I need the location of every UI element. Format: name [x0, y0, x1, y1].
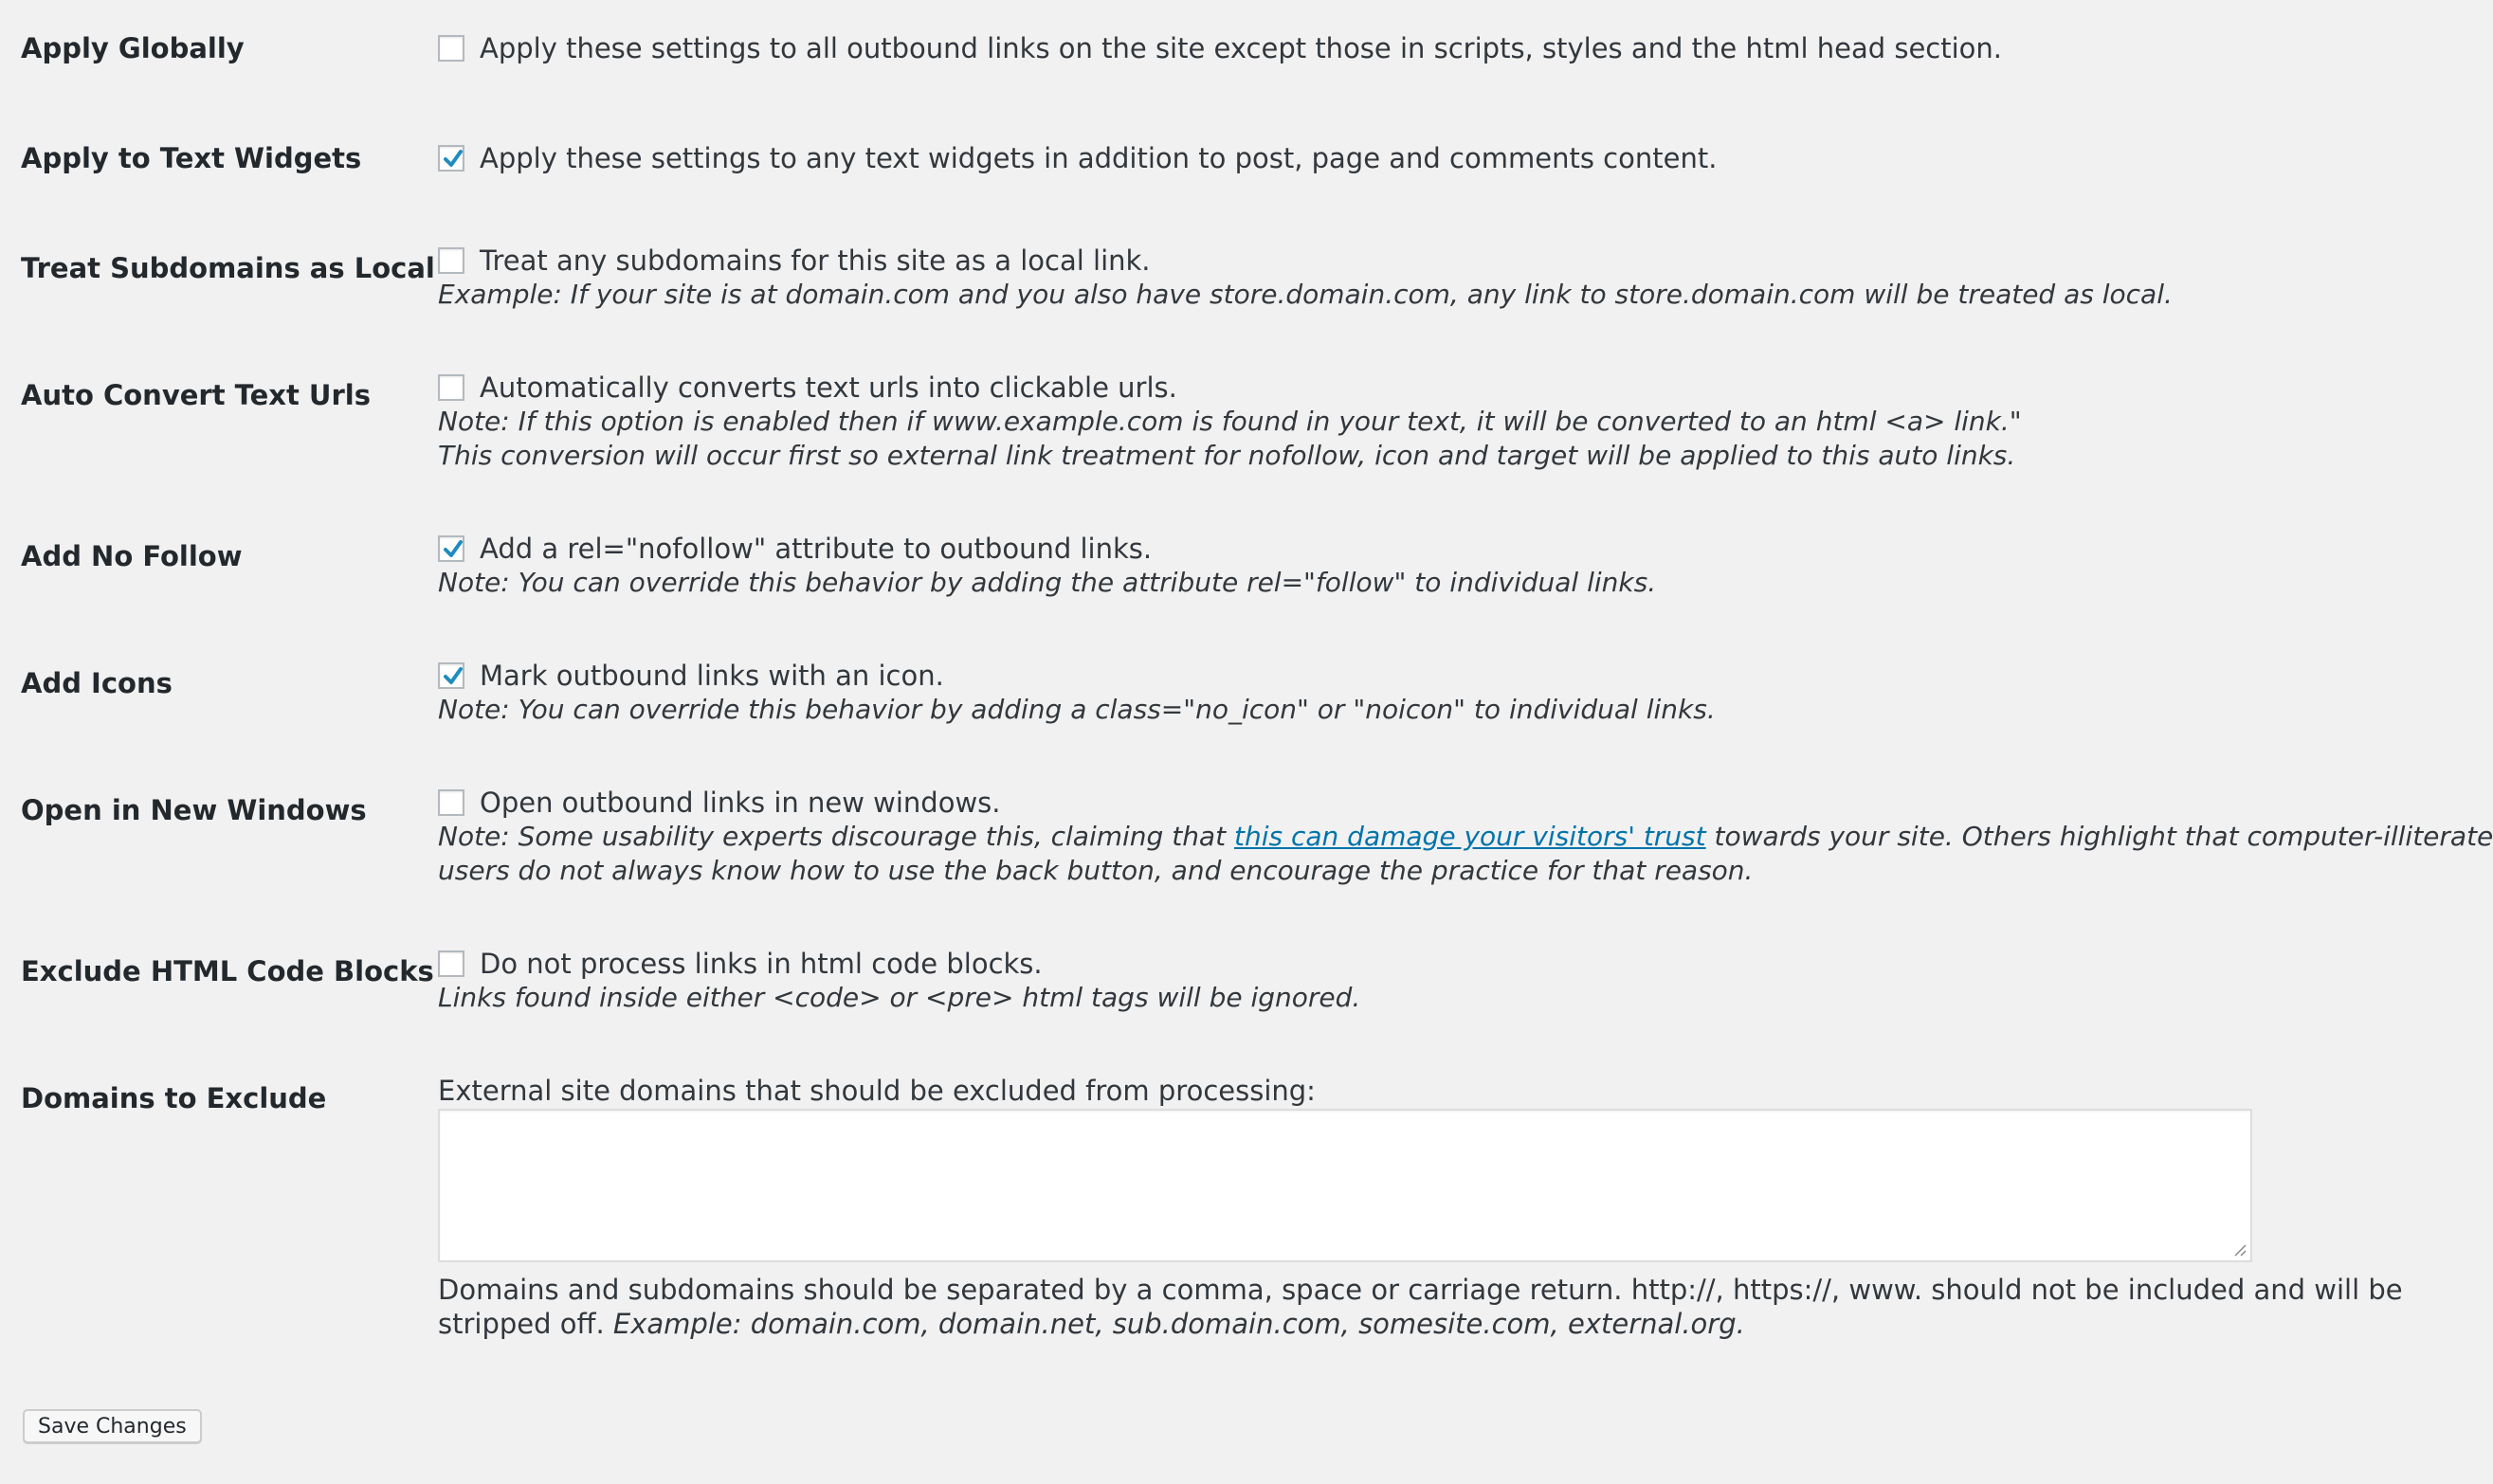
setting-note: Links found inside either <code> or <pre> html tags will be ignored. [438, 982, 1361, 1013]
checkmark-icon [441, 664, 465, 689]
setting-label: Auto Convert Text Urls [21, 379, 371, 411]
checkbox-label[interactable]: Apply these settings to all outbound links on the site except those in scripts, styles and the html head section. [480, 32, 2003, 64]
domains-textarea[interactable] [438, 1109, 2252, 1262]
setting-field [438, 244, 2254, 312]
setting-label: Treat Subdomains as Local [21, 252, 435, 284]
setting-field [438, 786, 2493, 888]
checkbox-line[interactable] [438, 371, 2254, 405]
setting-label: Exclude HTML Code Blocks [21, 955, 434, 987]
apply-text-widgets-checkbox[interactable] [438, 145, 464, 172]
setting-label: Apply Globally [21, 32, 245, 64]
domains-desc-line2 [438, 1307, 2239, 1341]
setting-note: users do not always know how to use the back button, and encourage the practice for that reason. [438, 855, 1754, 886]
add-icons-checkbox[interactable] [438, 662, 464, 689]
add-nofollow-checkbox[interactable] [438, 535, 464, 562]
setting-label: Add Icons [21, 667, 173, 699]
checkbox-line[interactable] [438, 786, 2254, 820]
setting-note: Note: You can override this behavior by adding a class="no_icon" or "noicon" to individual links. [438, 694, 1716, 725]
checkbox-label[interactable]: Add a rel="nofollow" attribute to outbound links. [480, 533, 1153, 565]
apply-globally-checkbox[interactable] [438, 35, 464, 62]
checkbox-line[interactable] [438, 141, 2254, 175]
setting-label: Apply to Text Widgets [21, 142, 362, 174]
save-changes-button[interactable]: Save Changes [23, 1409, 202, 1443]
setting-note [438, 820, 2493, 854]
setting-note: Note: If this option is enabled then if www.example.com is found in your text, it will be converted to an html <a> link." [438, 406, 2022, 437]
domains-description [438, 1273, 2403, 1341]
checkbox-line[interactable] [438, 659, 2254, 693]
domains-desc-text: stripped off. [438, 1308, 613, 1340]
open-new-windows-checkbox[interactable] [438, 789, 464, 816]
setting-field [438, 31, 2254, 65]
setting-label: Domains to Exclude [21, 1082, 327, 1114]
setting-note: This conversion will occur first so external link treatment for nofollow, icon and target will be applied to this auto links. [438, 440, 2016, 471]
checkbox-line[interactable] [438, 532, 2254, 566]
setting-note: Note: You can override this behavior by adding the attribute rel="follow" to individual links. [438, 567, 1657, 598]
domains-desc-line1: Domains and subdomains should be separated by a comma, space or carriage return. http://, https://, www. should not be included and will be [438, 1274, 2403, 1306]
checkmark-icon [441, 537, 465, 562]
auto-convert-urls-checkbox[interactable] [438, 374, 464, 401]
setting-label: Add No Follow [21, 540, 243, 572]
checkbox-line[interactable] [438, 947, 2254, 981]
domains-desc-example: Example: domain.com, domain.net, sub.domain.com, somesite.com, external.org. [612, 1308, 1745, 1340]
checkbox-label[interactable]: Mark outbound links with an icon. [480, 660, 944, 692]
setting-field [438, 141, 2254, 175]
checkbox-label[interactable]: Do not process links in html code blocks. [480, 948, 1043, 980]
setting-field [438, 532, 2254, 600]
checkbox-line[interactable] [438, 244, 2254, 278]
setting-label: Open in New Windows [21, 794, 367, 826]
note-text: Note: Some usability experts discourage this, claiming that [438, 821, 1234, 852]
setting-field [438, 371, 2254, 473]
checkbox-label[interactable]: Apply these settings to any text widgets in addition to post, page and comments content. [480, 142, 1718, 174]
exclude-code-blocks-checkbox[interactable] [438, 950, 464, 977]
setting-field [438, 659, 2254, 727]
resize-grip-icon[interactable] [2233, 1243, 2247, 1257]
checkbox-label[interactable]: Automatically converts text urls into clickable urls. [480, 371, 1177, 404]
visitors-trust-link[interactable]: this can damage your visitors' trust [1233, 821, 1706, 852]
setting-note: Example: If your site is at domain.com and you also have store.domain.com, any link to store.domain.com will be treated as local. [438, 279, 2173, 310]
note-text: towards your site. Others highlight that computer-illiterate [1705, 821, 2493, 852]
domains-intro: External site domains that should be excluded from processing: [438, 1075, 1316, 1107]
treat-subdomains-checkbox[interactable] [438, 247, 464, 274]
checkbox-label[interactable]: Open outbound links in new windows. [480, 787, 1001, 819]
checkmark-icon [441, 147, 465, 172]
checkbox-line[interactable] [438, 31, 2254, 65]
setting-field [438, 947, 2254, 1015]
checkbox-label[interactable]: Treat any subdomains for this site as a local link. [480, 244, 1151, 277]
